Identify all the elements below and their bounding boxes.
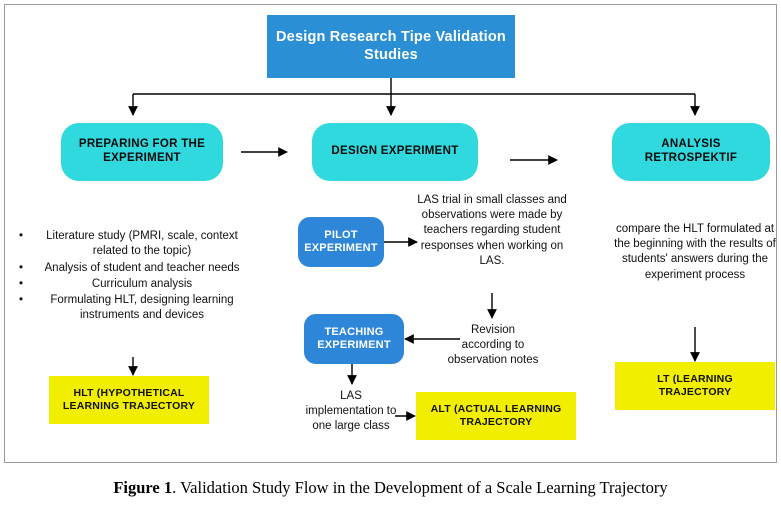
analysis-note-text: compare the HLT formulated at the beginning with the results of students' answers during the experiment process <box>614 223 776 281</box>
pilot-experiment-label: PILOT EXPERIMENT <box>304 228 378 254</box>
phase-label-design: DESIGN EXPERIMENT <box>331 145 459 158</box>
pilot-experiment-box[interactable] <box>298 217 384 267</box>
phase-label-preparing: PREPARING FOR THE EXPERIMENT <box>78 138 206 164</box>
output-box-alt[interactable] <box>416 392 576 440</box>
output-label-alt: ALT (ACTUAL LEARNING TRAJECTORY <box>430 403 562 428</box>
output-box-lt[interactable] <box>615 362 775 410</box>
output-box-hlt[interactable] <box>49 376 209 424</box>
list-item: • Literature study (PMRI, scale, context related to the topic) <box>19 229 251 260</box>
figure-caption-text: . Validation Study Flow in the Development of a Scale Learning Trajectory <box>172 478 668 497</box>
teaching-note-text: LAS implementation to one large class <box>305 390 397 433</box>
output-label-lt: LT (LEARNING TRAJECTORY <box>657 373 733 398</box>
pilot-note-text: LAS trial in small classes and observations were made by teachers regarding student responses when working on LAS. <box>417 194 567 267</box>
figure-caption-label: Figure 1 <box>113 478 173 497</box>
list-item: • Formulating HLT, designing learning instruments and devices <box>19 293 251 324</box>
output-label-hlt: HLT (HYPOTHETICAL LEARNING TRAJECTORY <box>62 387 196 412</box>
list-item: • Analysis of student and teacher needs <box>19 261 251 276</box>
phase-label-analysis: ANALYSIS RETROSPEKTIF <box>644 138 738 164</box>
revision-note-text: Revision according to observation notes <box>447 324 539 367</box>
phase-box-preparing[interactable] <box>61 123 223 181</box>
teaching-experiment-label: TEACHING EXPERIMENT <box>317 325 391 351</box>
list-item: • Curriculum analysis <box>19 277 251 292</box>
diagram-title: Design Research Tipe Validation Studies <box>276 29 506 63</box>
figure-caption <box>4 478 777 498</box>
diagram-title-box <box>267 15 515 78</box>
phase-box-design[interactable] <box>312 123 478 181</box>
teaching-experiment-box[interactable] <box>304 314 404 364</box>
diagram-frame <box>4 4 777 463</box>
phase-box-analysis[interactable] <box>612 123 770 181</box>
preparing-bullet-list <box>19 229 251 325</box>
